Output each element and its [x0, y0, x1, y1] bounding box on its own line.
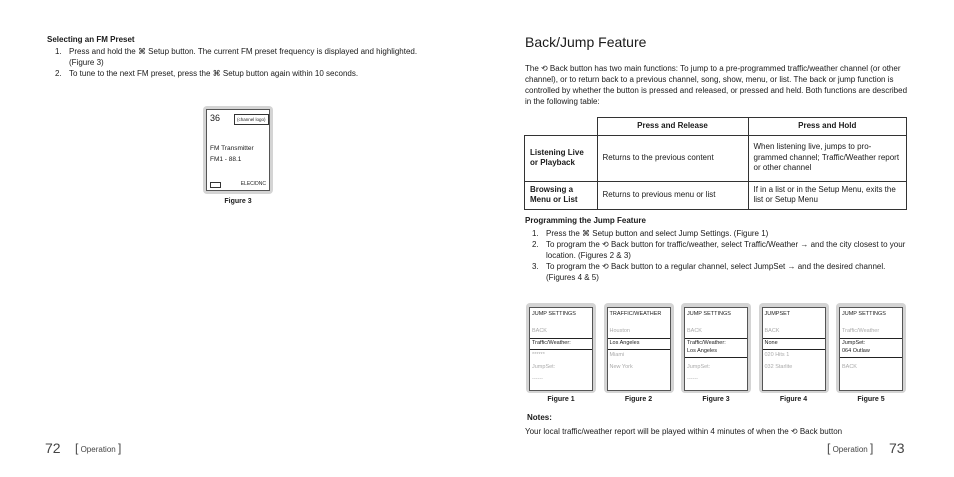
screen-bottom-right: ELEC/DNC [240, 181, 266, 187]
right-page [477, 0, 954, 477]
figure-3-caption: Figure 3 [224, 198, 252, 205]
table-row: Listening Live or Playback Returns to the previous content When listening live, jumps to pro-grammed channel; Traffic/Weather report or other channel [525, 135, 907, 181]
menu-item: BACK [532, 328, 547, 334]
jump-figure-caption: Figure 5 [857, 396, 885, 403]
jump-figure-screen [762, 307, 826, 391]
menu-item: Miami [609, 352, 625, 358]
jump-figure-caption: Figure 3 [702, 396, 730, 403]
menu-item: BACK [687, 328, 702, 334]
programming-step-1: 1. Press the ⌘ Setup button and select Jump Settings. (Figure 1) [532, 229, 769, 238]
preset-heading: Selecting an FM Preset [47, 35, 135, 44]
selected-menu-item: Traffic/Weather: [687, 340, 726, 346]
intro-paragraph: The ⟲ Back button has two main functions: To jump to a pre-programmed traffic/weather channel (or other channel), or to return back to a previous channel, song, show, menu, or list. The back or jump function is controlled by whether the button is pressed and released, or pressed and held. Both functions are described in the following table: [525, 64, 908, 106]
menu-item: JumpSet: [532, 364, 556, 370]
preset-step-1: 1. Press and hold the ⌘ Setup button. The current FM preset frequency is displayed and highlighted. (Figure 3) [55, 47, 418, 67]
function-table [524, 117, 907, 210]
jump-figure-caption: Figure 4 [779, 396, 808, 403]
page-title: Back/Jump Feature [525, 34, 647, 50]
channel-number: 36 [210, 113, 221, 123]
page-number: 73 [889, 440, 905, 456]
menu-item: ****** [532, 352, 545, 358]
screen-title: JUMP SETTINGS [842, 311, 886, 317]
jump-figure-screen [839, 307, 903, 391]
table-row: Browsing a Menu or List Returns to previous menu or list If in a list or in the Setup Menu, exits the list or Setup Menu [525, 181, 907, 209]
menu-item: ------ [687, 376, 698, 382]
menu-item: BACK [842, 364, 857, 370]
menu-item: BACK [764, 328, 780, 334]
programming-heading: Programming the Jump Feature [525, 216, 646, 225]
setup-icon: ⌘ [137, 47, 146, 56]
screen-line-2: FM1 - 88.1 [210, 156, 242, 163]
programming-steps [532, 228, 907, 283]
menu-item: Houston [609, 328, 630, 334]
notes-heading: Notes: [527, 413, 552, 422]
jump-figure-1-device [526, 303, 596, 393]
screen-title: JUMPSET [764, 311, 791, 317]
selected-menu-item: Los Angeles [609, 340, 640, 346]
preset-steps [55, 46, 425, 79]
selected-menu-item: JumpSet: [842, 340, 866, 346]
channel-logo: (channel logo) [234, 114, 269, 125]
screen-title: JUMP SETTINGS [687, 311, 731, 317]
screen-line-1: FM Transmitter [210, 145, 254, 152]
programming-step-3: 3. To program the ⟲ Back button to a regular channel, select JumpSet → and the desired channel. (Figures 4 & 5) [532, 262, 886, 282]
section-label: [ Operation ] [827, 441, 874, 455]
jump-figure-4-device [759, 303, 829, 393]
screen-title: JUMP SETTINGS [532, 311, 576, 317]
preset-step-2: 2. To tune to the next FM preset, press the ⌘ Setup button again within 10 seconds. [55, 69, 359, 78]
jump-figure-caption: Figure 1 [547, 396, 575, 403]
selected-menu-item: Traffic/Weather: [532, 340, 571, 346]
battery-icon [210, 182, 221, 188]
menu-item: 032 Starlite [764, 364, 793, 370]
jump-figure-screen [529, 307, 593, 391]
jump-figure-screen [684, 307, 748, 391]
menu-item: ------ [532, 376, 543, 382]
jump-figure-caption: Figure 2 [624, 396, 653, 403]
jump-figure-2-device [604, 303, 674, 393]
menu-item: 020 Hits 1 [764, 352, 790, 358]
table-header-row: Press and Release Press and Hold [525, 118, 907, 136]
setup-icon: ⌘ [212, 69, 221, 78]
menu-item: 064 Outlaw [842, 348, 870, 354]
figure-3-device [203, 106, 273, 194]
page-number: 72 [45, 440, 61, 456]
menu-item: Traffic/Weather [842, 328, 880, 334]
jump-figure-3-device [681, 303, 751, 393]
programming-step-2: 2. To program the ⟲ Back button for traffic/weather, select Traffic/Weather → and the city closest to your location. (Figures 2 & 3) [532, 240, 906, 260]
jump-figure-screen [607, 307, 671, 391]
notes-text: Your local traffic/weather report will be played within 4 minutes of when the ⟲ Back button [525, 427, 843, 436]
section-label: [ Operation ] [75, 441, 122, 455]
menu-item: New York [609, 364, 633, 370]
selected-menu-item: None [764, 340, 778, 346]
menu-item: JumpSet: [687, 364, 711, 370]
menu-item: Los Angeles [687, 348, 717, 354]
jump-figure-5-device [836, 303, 906, 393]
figure-3-screen [206, 109, 270, 191]
screen-title: TRAFFIC/WEATHER [609, 311, 662, 317]
